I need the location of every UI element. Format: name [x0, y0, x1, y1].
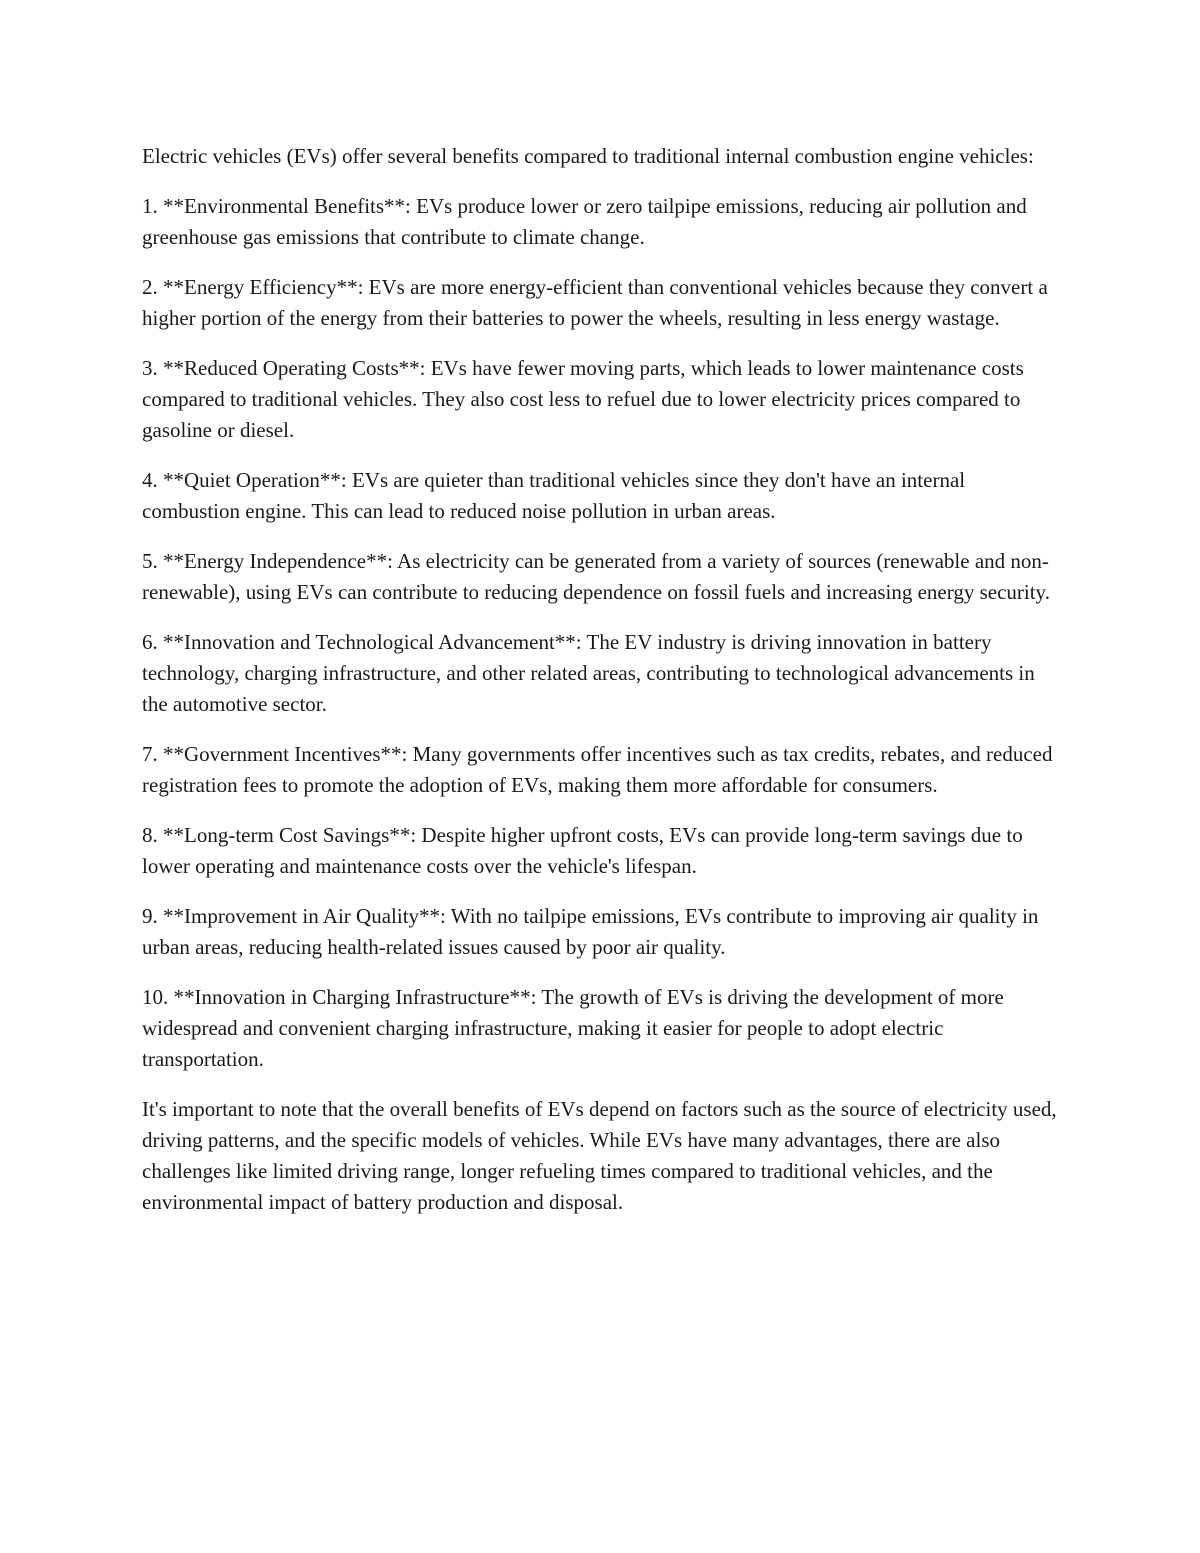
list-item: 8. **Long-term Cost Savings**: Despite higher upfront costs, EVs can provide long-term savings due to lower operating and maintenance costs over the vehicle's lifespan. [142, 823, 1023, 878]
list-item: 2. **Energy Efficiency**: EVs are more energy-efficient than conventional vehicles because they convert a higher portion of the energy from their batteries to power the wheels, resulting in less energy wastage. [142, 275, 1048, 330]
list-item: 7. **Government Incentives**: Many governments offer incentives such as tax credits, rebates, and reduced registration fees to promote the adoption of EVs, making them more affordable for consumers. [142, 742, 1053, 797]
list-item: 10. **Innovation in Charging Infrastructure**: The growth of EVs is driving the development of more widespread and convenient charging infrastructure, making it easier for people to adopt electric transportation. [142, 985, 1004, 1071]
list-item: 4. **Quiet Operation**: EVs are quieter than traditional vehicles since they don't have an internal combustion engine. This can lead to reduced noise pollution in urban areas. [142, 468, 966, 523]
conclusion-paragraph: It's important to note that the overall benefits of EVs depend on factors such as the source of electricity used, driving patterns, and the specific models of vehicles. While EVs have many advantages, there are also challenges like limited driving range, longer refueling times compared to traditional vehicles, and the environmental impact of battery production and disposal. [142, 1097, 1057, 1214]
list-item: 6. **Innovation and Technological Advancement**: The EV industry is driving innovation in battery technology, charging infrastructure, and other related areas, contributing to technological advancements in the automotive sector. [142, 630, 1035, 716]
list-item: 9. **Improvement in Air Quality**: With no tailpipe emissions, EVs contribute to improving air quality in urban areas, reducing health-related issues caused by poor air quality. [142, 904, 1039, 959]
list-item: 3. **Reduced Operating Costs**: EVs have fewer moving parts, which leads to lower maintenance costs compared to traditional vehicles. They also cost less to refuel due to lower electricity prices compared to gasoline or diesel. [142, 356, 1024, 442]
document-body [142, 141, 1062, 1237]
list-item: 5. **Energy Independence**: As electricity can be generated from a variety of sources (renewable and non-renewable), using EVs can contribute to reducing dependence on fossil fuels and increasing energy security. [142, 549, 1050, 604]
list-item: 1. **Environmental Benefits**: EVs produce lower or zero tailpipe emissions, reducing air pollution and greenhouse gas emissions that contribute to climate change. [142, 194, 1027, 249]
intro-paragraph: Electric vehicles (EVs) offer several benefits compared to traditional internal combustion engine vehicles: [142, 144, 1034, 168]
